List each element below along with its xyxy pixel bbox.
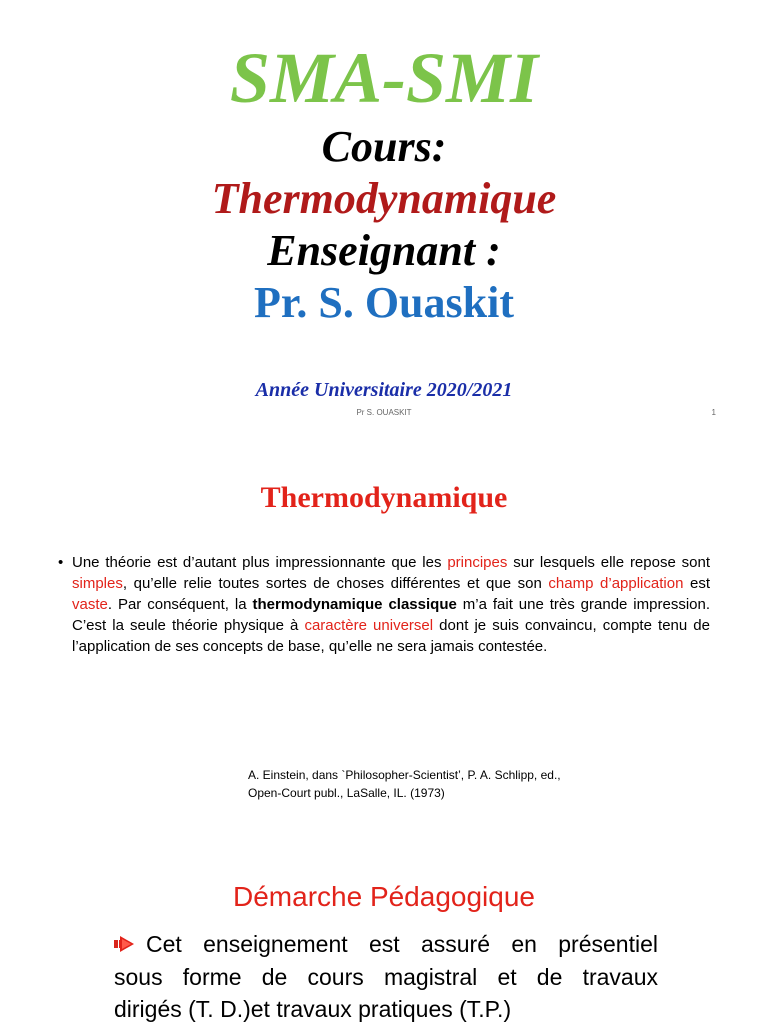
- bullet-line-1: [114, 928, 658, 961]
- citation: [248, 766, 708, 802]
- quote-text: dont je suis convaincu, compte tenu de l’application de ses concepts de base, qu’elle ne sera jamais contestée.: [72, 617, 710, 655]
- course-code-title: SMA-SMI: [229, 38, 539, 118]
- quote-text: m’a fait une très grande impression. C’est la seule théorie physique à: [72, 596, 711, 634]
- highlight-simples: simples: [72, 575, 123, 592]
- subject-title: Thermodynamique: [211, 174, 557, 223]
- bullet-line-3: dirigés (T. D.)et travaux pratiques (T.P.): [114, 996, 512, 1022]
- quote-text: , qu’elle relie toutes sortes de choses différentes et que son: [122, 575, 549, 592]
- citation-line: Open-Court publ., LaSalle, IL. (1973): [248, 786, 445, 800]
- academic-year: Année Universitaire 2020/2021: [255, 379, 513, 401]
- teacher-name: Pr. S. Ouaskit: [253, 278, 514, 327]
- quote-text: . Par conséquent, la: [107, 596, 253, 613]
- pedagogy-slide: [0, 840, 768, 1024]
- quote-text: sur lesquels elle repose sont: [507, 554, 711, 571]
- highlight-champ: champ d’application: [548, 575, 684, 592]
- title-slide: [0, 0, 768, 440]
- bold-thermo-classique: thermodynamique classique: [252, 596, 457, 613]
- quote-bullet: [72, 552, 710, 657]
- quote-text: Une théorie est d’autant plus impressionnante que les: [72, 554, 448, 571]
- page-number: 1: [711, 408, 716, 417]
- red-arrow-icon: [114, 929, 136, 961]
- slide-footer: Pr S. OUASKIT: [356, 408, 412, 417]
- pedagogy-bullet: [114, 928, 658, 1025]
- bullet-line-2: sous forme de cours magistral et de travaux: [114, 964, 658, 990]
- highlight-caractere: caractère universel: [304, 617, 434, 634]
- slide-title: Thermodynamique: [260, 481, 508, 514]
- highlight-vaste: vaste: [72, 596, 108, 613]
- quote-text: est: [683, 575, 711, 592]
- slide-title: Démarche Pédagogique: [233, 881, 535, 912]
- citation-line: A. Einstein, dans `Philosopher-Scientist’, P. A. Schlipp, ed.,: [248, 768, 561, 782]
- highlight-principes: principes: [447, 554, 508, 571]
- bullet-text: Cet enseignement est assuré en présentiel: [146, 931, 658, 957]
- cours-label: Cours:: [321, 122, 447, 171]
- teacher-label: Enseignant :: [267, 226, 501, 275]
- quote-slide: [0, 440, 768, 840]
